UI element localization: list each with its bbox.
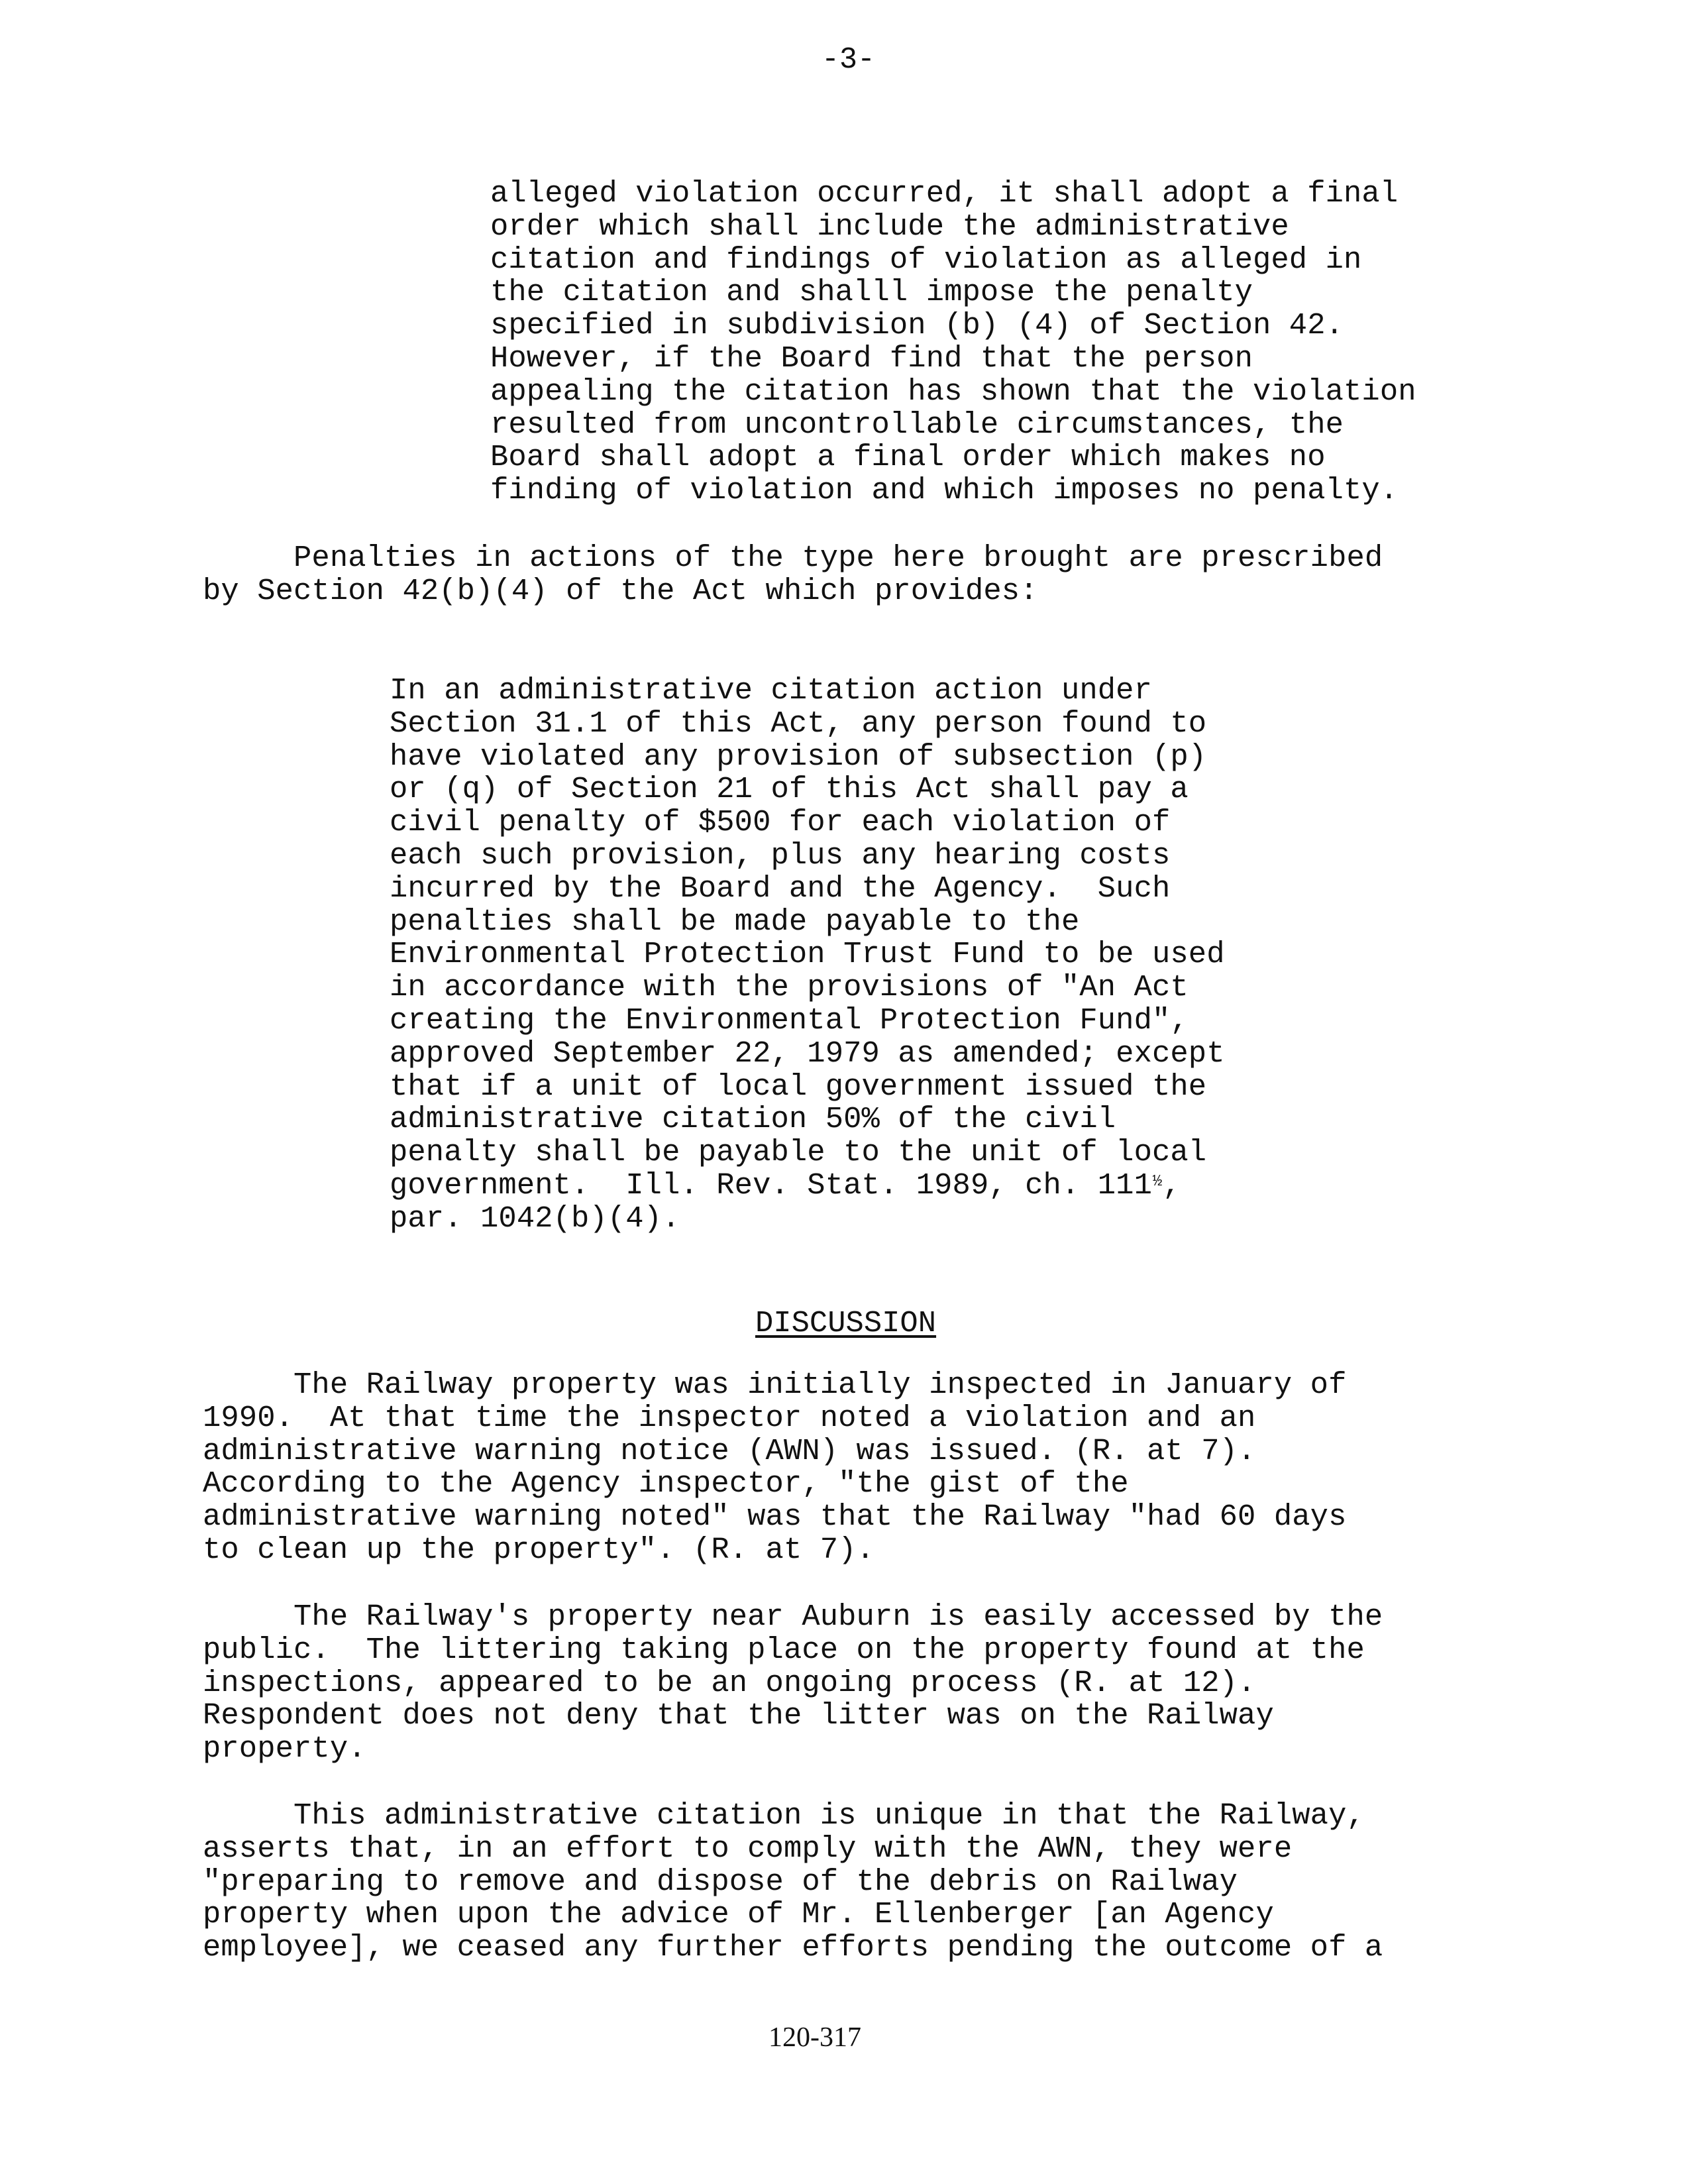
fraction-half: ½ — [1152, 1172, 1163, 1191]
text-line: par. 1042(b)(4). — [390, 1201, 680, 1236]
text-line: administrative citation 50% of the civil — [390, 1102, 1116, 1137]
text-line: finding of violation and which imposes no penalty. — [490, 473, 1399, 508]
text-line: that if a unit of local government issued the — [390, 1069, 1207, 1104]
text-line: Respondent does not deny that the litter was on the Railway — [203, 1698, 1274, 1733]
text-line: employee], we ceased any further efforts pending the outcome of a — [203, 1930, 1383, 1965]
text-line: penalty shall be payable to the unit of local — [390, 1135, 1207, 1170]
discussion-paragraph-1 — [203, 1369, 1346, 1567]
text-line: administrative warning notice (AWN) was issued. (R. at 7). — [203, 1433, 1256, 1468]
text-line: in accordance with the provisions of "An Act — [390, 970, 1189, 1005]
text-line: inspections, appeared to be an ongoing process (R. at 12). — [203, 1665, 1256, 1700]
text-line: This administrative citation is unique in that the Railway, — [203, 1798, 1365, 1833]
page-number: -3- — [822, 43, 876, 77]
text-line: The Railway property was initially inspected in January of — [203, 1368, 1347, 1402]
text-line: administrative warning noted" was that the Railway "had 60 days — [203, 1500, 1347, 1535]
text-line: asserts that, in an effort to comply with the AWN, they were — [203, 1831, 1293, 1866]
text-line: Board shall adopt a final order which makes no — [490, 440, 1326, 475]
text-line: specified in subdivision (b) (4) of Section 42. — [490, 308, 1344, 343]
citation-text: government. Ill. Rev. Stat. 1989, ch. 111 — [390, 1168, 1152, 1203]
text-line: However, if the Board find that the person — [490, 341, 1253, 376]
text-line: or (q) of Section 21 of this Act shall pay a — [390, 772, 1189, 807]
text-line: incurred by the Board and the Agency. Such — [390, 871, 1171, 906]
text-line: The Railway's property near Auburn is easily accessed by the — [203, 1600, 1383, 1634]
text-line: creating the Environmental Protection Fund", — [390, 1003, 1189, 1038]
text-line: to clean up the property". (R. at 7). — [203, 1532, 874, 1567]
text-line: resulted from uncontrollable circumstances, the — [490, 407, 1344, 442]
text-line: order which shall include the administrative — [490, 209, 1289, 244]
footer-document-number: 120-317 — [768, 2022, 861, 2053]
text-line: civil penalty of $500 for each violation of — [390, 805, 1171, 840]
section-42-quote-block — [390, 675, 1225, 1236]
text-line: In an administrative citation action under — [390, 673, 1152, 708]
text-line: "preparing to remove and dispose of the debris on Railway — [203, 1864, 1238, 1899]
discussion-heading: DISCUSSION — [755, 1306, 937, 1340]
text-line: Environmental Protection Trust Fund to be used — [390, 937, 1225, 972]
text-line: penalties shall be made payable to the — [390, 904, 1080, 939]
text-line: public. The littering taking place on the property found at the — [203, 1632, 1365, 1667]
text-line: alleged violation occurred, it shall adopt a final — [490, 176, 1399, 211]
text-line: the citation and shalll impose the penalty — [490, 275, 1253, 310]
discussion-paragraph-3 — [203, 1800, 1383, 1965]
text-line: approved September 22, 1979 as amended; except — [390, 1036, 1225, 1071]
text-line: each such provision, plus any hearing costs — [390, 838, 1171, 873]
text-line: citation and findings of violation as alleged in — [490, 242, 1362, 277]
discussion-paragraph-2 — [203, 1601, 1383, 1766]
text-line: by Section 42(b)(4) of the Act which provides: — [203, 573, 1038, 608]
text-line: 1990. At that time the inspector noted a violation and an — [203, 1400, 1256, 1435]
text-line: According to the Agency inspector, "the gist of the — [203, 1466, 1129, 1502]
text-line-citation — [390, 1170, 1225, 1203]
text-line: Penalties in actions of the type here brought are prescribed — [203, 541, 1383, 575]
citation-comma: , — [1163, 1168, 1181, 1203]
text-line: property. — [203, 1731, 366, 1767]
penalties-paragraph — [203, 542, 1383, 608]
text-line: have violated any provision of subsection (p) — [390, 739, 1207, 774]
text-line: appealing the citation has shown that the violation — [490, 374, 1416, 409]
text-line: Section 31.1 of this Act, any person found to — [390, 706, 1207, 741]
statute-quote-block — [490, 178, 1416, 508]
text-line: property when upon the advice of Mr. Ellenberger [an Agency — [203, 1897, 1274, 1932]
